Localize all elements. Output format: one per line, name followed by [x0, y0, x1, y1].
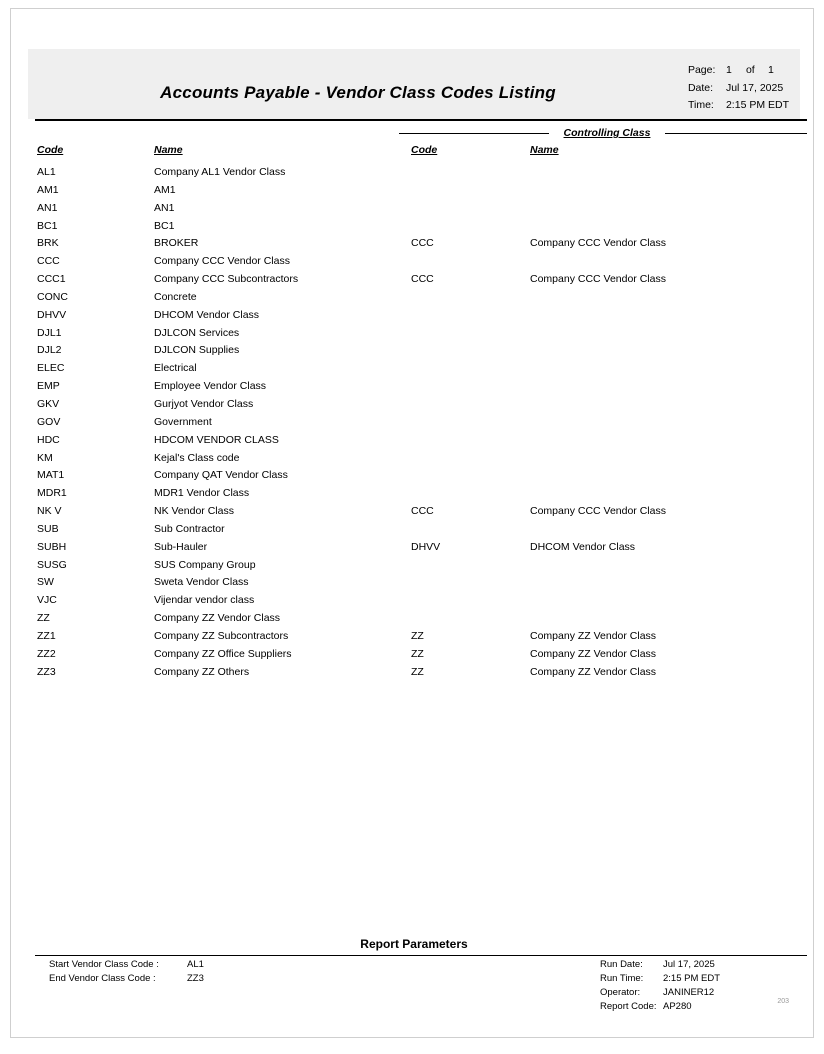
table-row: [11, 452, 815, 470]
cell-code: KM: [37, 451, 53, 464]
cell-name: BROKER: [154, 237, 199, 250]
meta-of-label: of: [745, 64, 755, 76]
cell-controlling-code: CCC: [411, 273, 434, 286]
table-row: [11, 202, 815, 220]
cell-code: GKV: [37, 397, 60, 410]
table-row: [11, 648, 815, 666]
cell-code: GOV: [37, 415, 61, 428]
controlling-class-group-heading: [399, 127, 807, 141]
parameter-left-label: End Vendor Class Code :: [49, 973, 156, 984]
cell-name: Concrete: [154, 290, 197, 303]
cell-controlling-name: Company CCC Vendor Class: [530, 237, 666, 250]
parameter-right-label: Report Code:: [600, 1001, 657, 1012]
cell-code: DJL2: [37, 344, 62, 357]
cell-controlling-name: DHCOM Vendor Class: [530, 540, 636, 553]
table-row: [11, 255, 815, 273]
table-row: [11, 630, 815, 648]
cell-code: SUB: [37, 522, 59, 535]
cell-controlling-name: Company CCC Vendor Class: [530, 273, 666, 286]
cell-code: ZZ: [37, 612, 50, 625]
parameter-right-value: JANINER12: [663, 987, 715, 998]
cell-name: Company ZZ Office Suppliers: [154, 647, 292, 660]
parameter-left-value: AL1: [187, 959, 204, 970]
cell-controlling-name: Company ZZ Vendor Class: [530, 629, 657, 642]
cell-controlling-name: Company CCC Vendor Class: [530, 505, 666, 518]
table-row: [11, 559, 815, 577]
parameter-right-row: [600, 986, 720, 1000]
table-row: [11, 380, 815, 398]
cell-code: DJL1: [37, 326, 62, 339]
cell-name: Company QAT Vendor Class: [154, 469, 288, 482]
parameter-right-value: AP280: [663, 1001, 692, 1012]
column-header-code: Code: [37, 144, 64, 156]
cell-name: Company CCC Subcontractors: [154, 273, 299, 286]
table-row: [11, 666, 815, 684]
cell-code: CCC1: [37, 273, 66, 286]
cell-code: EMP: [37, 380, 60, 393]
page-title: Accounts Payable - Vendor Class Codes Listing: [160, 83, 556, 102]
cell-code: HDC: [37, 433, 60, 446]
parameter-right-label: Run Date:: [600, 959, 643, 970]
cell-controlling-name: Company ZZ Vendor Class: [530, 665, 657, 678]
cell-name: Electrical: [154, 362, 197, 375]
report-parameters-right: [600, 958, 720, 1014]
cell-name: Sub-Hauler: [154, 540, 208, 553]
cell-name: Employee Vendor Class: [154, 380, 267, 393]
parameter-right-label: Run Time:: [600, 973, 644, 984]
cell-code: BC1: [37, 219, 58, 232]
table-row: [11, 416, 815, 434]
cell-name: NK Vendor Class: [154, 505, 234, 518]
cell-code: ZZ3: [37, 665, 56, 678]
cell-code: ELEC: [37, 362, 65, 375]
cell-name: Company ZZ Subcontractors: [154, 629, 289, 642]
table-row: [11, 576, 815, 594]
table-row: [11, 273, 815, 291]
page-footnote: 203: [777, 998, 789, 1005]
cell-name: DJLCON Services: [154, 326, 240, 339]
cell-controlling-code: ZZ: [411, 647, 424, 660]
cell-controlling-code: ZZ: [411, 665, 424, 678]
report-parameters-left: [49, 958, 204, 986]
cell-name: Sweta Vendor Class: [154, 576, 249, 589]
cell-controlling-code: ZZ: [411, 629, 424, 642]
meta-page-row: [688, 62, 789, 80]
meta-date-row: [688, 80, 789, 98]
cell-name: Kejal's Class code: [154, 451, 240, 464]
column-header-name: Name: [154, 144, 183, 156]
header-divider: [35, 119, 807, 121]
cell-name: Company ZZ Others: [154, 665, 250, 678]
parameter-right-value: 2:15 PM EDT: [663, 973, 721, 984]
parameter-left-row: [49, 972, 204, 986]
group-rule-left: [399, 133, 549, 134]
cell-controlling-name: Company ZZ Vendor Class: [530, 647, 657, 660]
table-row: [11, 184, 815, 202]
table-row: [11, 220, 815, 238]
group-heading-label: Controlling Class: [563, 127, 651, 139]
table-row: [11, 612, 815, 630]
cell-name: DHCOM Vendor Class: [154, 308, 260, 321]
parameter-left-row: [49, 958, 204, 972]
meta-date-value: Jul 17, 2025: [725, 81, 784, 94]
table-row: [11, 594, 815, 612]
table-row: [11, 523, 815, 541]
column-header-controlling-name: Name: [530, 144, 559, 156]
meta-date-label: Date:: [687, 81, 714, 94]
parameter-left-value: ZZ3: [187, 973, 204, 984]
table-row: [11, 541, 815, 559]
meta-time-value: 2:15 PM EDT: [725, 99, 789, 111]
cell-code: VJC: [37, 594, 57, 607]
cell-name: Company ZZ Vendor Class: [154, 612, 281, 625]
table-row: [11, 166, 815, 184]
parameter-right-row: [600, 958, 720, 972]
parameter-right-row: [600, 1000, 720, 1014]
meta-time-row: [688, 97, 789, 115]
table-row: [11, 344, 815, 362]
parameter-right-row: [600, 972, 720, 986]
cell-name: SUS Company Group: [154, 558, 256, 571]
report-meta: [688, 62, 789, 115]
cell-code: SUSG: [37, 558, 67, 571]
cell-code: CONC: [37, 290, 68, 303]
cell-name: Government: [154, 415, 212, 428]
column-header-controlling-code: Code: [411, 144, 438, 156]
cell-code: CCC: [37, 255, 60, 268]
table-row: [11, 398, 815, 416]
cell-controlling-code: CCC: [411, 505, 434, 518]
cell-controlling-code: CCC: [411, 237, 434, 250]
cell-code: MAT1: [37, 469, 65, 482]
cell-name: Vijendar vendor class: [154, 594, 255, 607]
cell-code: AL1: [37, 166, 56, 178]
meta-time-label: Time:: [687, 99, 714, 111]
cell-name: AN1: [154, 201, 175, 214]
cell-name: Gurjyot Vendor Class: [154, 397, 254, 410]
cell-code: BRK: [37, 237, 59, 250]
cell-name: Company CCC Vendor Class: [154, 255, 290, 268]
report-parameters-title: Report Parameters: [360, 937, 468, 951]
cell-code: ZZ1: [37, 629, 56, 642]
parameter-left-label: Start Vendor Class Code :: [49, 959, 159, 970]
cell-code: AN1: [37, 201, 58, 214]
cell-name: HDCOM VENDOR CLASS: [154, 433, 279, 446]
meta-page-total: 1: [767, 64, 774, 76]
parameters-divider: [35, 955, 807, 956]
table-row: [11, 309, 815, 327]
parameter-right-value: Jul 17, 2025: [663, 959, 715, 970]
cell-code: DHVV: [37, 308, 67, 321]
group-rule-right: [665, 133, 807, 134]
cell-name: DJLCON Supplies: [154, 344, 240, 357]
report-sheet: [10, 8, 814, 1038]
cell-code: NK V: [37, 505, 62, 518]
cell-name: MDR1 Vendor Class: [154, 487, 250, 500]
table-row: [11, 505, 815, 523]
parameter-right-label: Operator:: [600, 987, 641, 998]
cell-name: Company AL1 Vendor Class: [154, 166, 286, 178]
table-row: [11, 327, 815, 345]
meta-page-number: 1: [725, 64, 732, 76]
table-row: [11, 291, 815, 309]
cell-code: SW: [37, 576, 54, 589]
cell-code: AM1: [37, 183, 59, 196]
cell-name: Sub Contractor: [154, 522, 225, 535]
table-row: [11, 237, 815, 255]
meta-page-label: Page:: [687, 64, 716, 76]
cell-controlling-code: DHVV: [411, 540, 441, 553]
table-row: [11, 434, 815, 452]
report-rows: [11, 166, 815, 683]
cell-code: SUBH: [37, 540, 67, 553]
cell-code: ZZ2: [37, 647, 56, 660]
cell-name: BC1: [154, 219, 175, 232]
table-row: [11, 362, 815, 380]
table-row: [11, 469, 815, 487]
cell-name: AM1: [154, 183, 176, 196]
table-row: [11, 487, 815, 505]
cell-code: MDR1: [37, 487, 67, 500]
